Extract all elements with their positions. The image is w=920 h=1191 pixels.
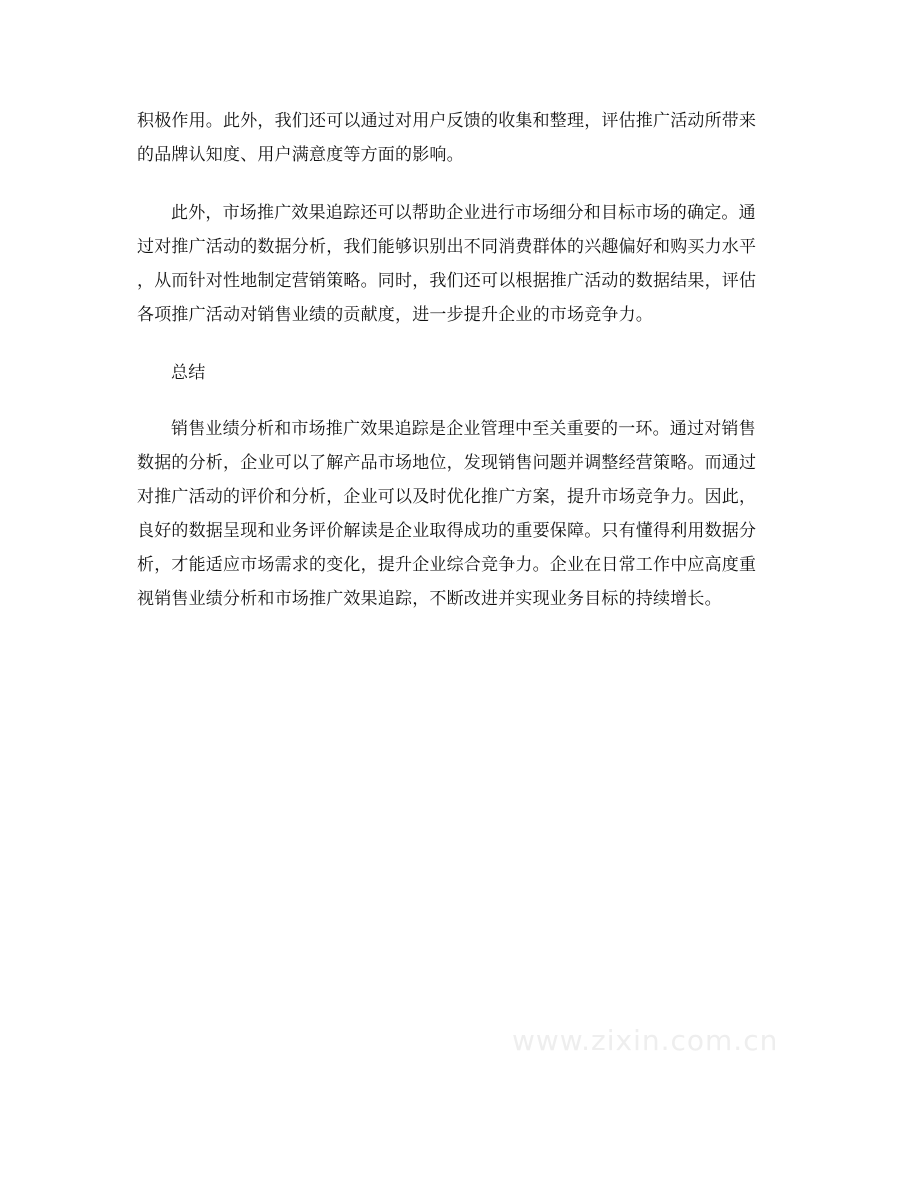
paragraph-line: 此外，市场推广效果追踪还可以帮助企业进行市场细分和目标市场的确定。通 [171, 203, 756, 223]
paragraph-line: 销售业绩分析和市场推广效果追踪是企业管理中至关重要的一环。通过对销售 [171, 419, 756, 439]
watermark: www.zixin.com.cn [512, 1024, 779, 1057]
document-body [137, 104, 783, 616]
paragraph-line: 各项推广活动对销售业绩的贡献度，进一步提升企业的市场竞争力。 [137, 305, 653, 325]
paragraph-continuation [137, 104, 783, 172]
paragraph-spacer [137, 332, 783, 356]
paragraph-line: 视销售业绩分析和市场推广效果追踪，不断改进并实现业务目标的持续增长。 [137, 589, 722, 609]
paragraph-line: 的品牌认知度、用户满意度等方面的影响。 [137, 145, 464, 165]
paragraph-summary [137, 412, 783, 616]
paragraph-line: 对推广活动的评价和分析，企业可以及时优化推广方案，提升市场竞争力。因此， [137, 487, 757, 507]
paragraph-line: 良好的数据呈现和业务评价解读是企业取得成功的重要保障。只有懂得利用数据分 [137, 521, 757, 541]
paragraph-spacer [137, 390, 783, 412]
section-heading: 总结 [171, 363, 206, 383]
paragraph-line: 过对推广活动的数据分析，我们能够识别出不同消费群体的兴趣偏好和购买力水平 [137, 237, 757, 257]
paragraph-line: 积极作用。此外，我们还可以通过对用户反馈的收集和整理，评估推广活动所带来 [137, 111, 757, 131]
paragraph-market-segmentation [137, 196, 783, 332]
paragraph-line: 数据的分析，企业可以了解产品市场地位，发现销售问题并调整经营策略。而通过 [137, 453, 757, 473]
paragraph-line: ，从而针对性地制定营销策略。同时，我们还可以根据推广活动的数据结果，评估 [137, 271, 757, 291]
paragraph-line: 析，才能适应市场需求的变化，提升企业综合竞争力。企业在日常工作中应高度重 [137, 555, 757, 575]
paragraph-spacer [137, 172, 783, 196]
